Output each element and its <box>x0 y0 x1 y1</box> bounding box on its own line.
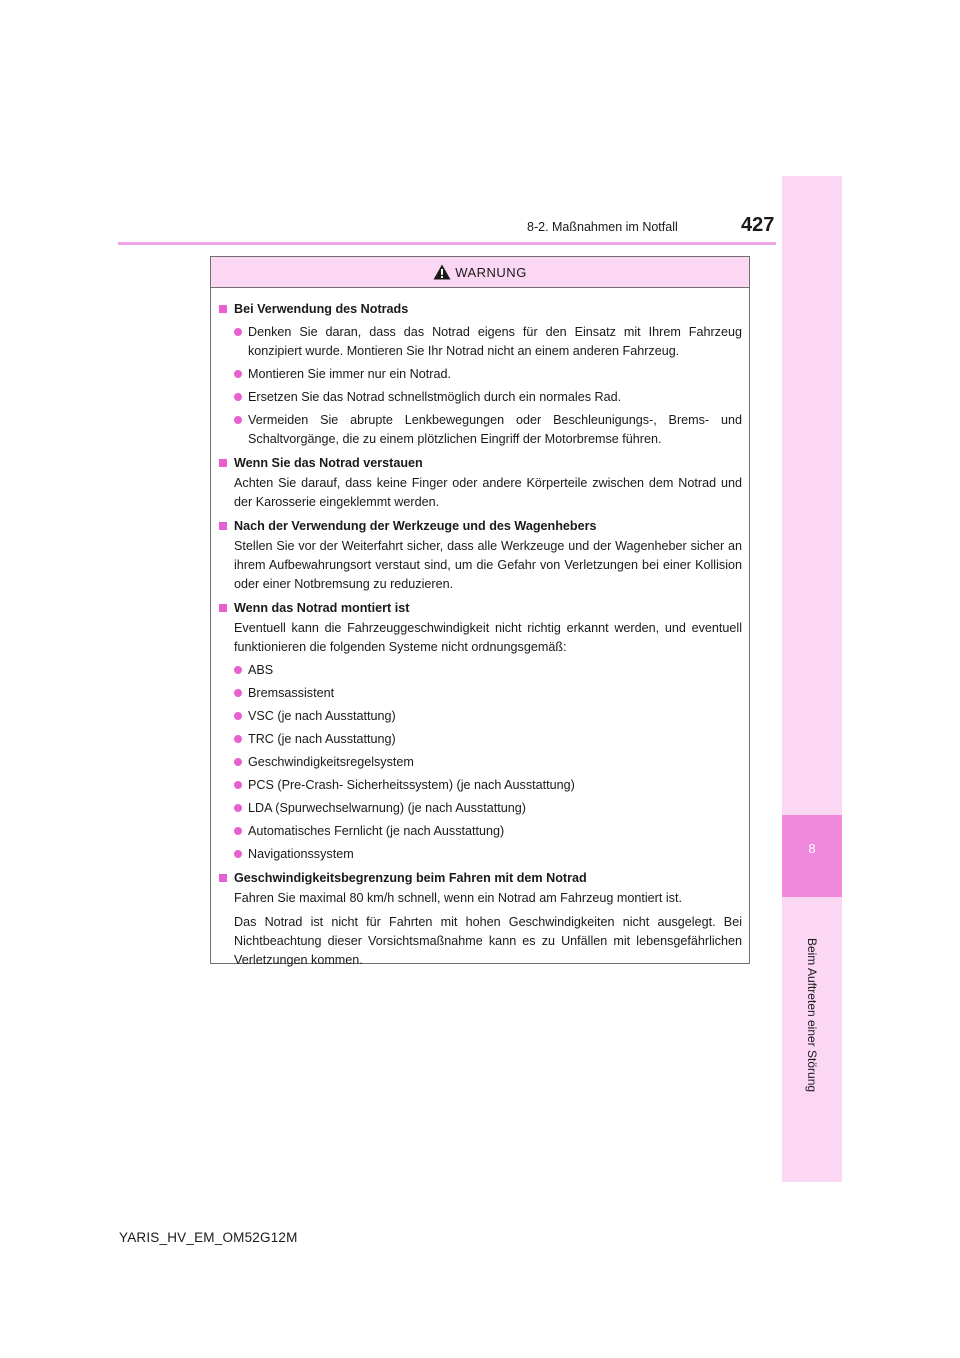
warning-body <box>211 288 749 970</box>
header-divider <box>118 242 776 245</box>
list-item: Bremsassistent <box>217 684 742 703</box>
list-item: LDA (Spurwechselwarnung) (je nach Ausstattung) <box>217 799 742 818</box>
list-item: Navigationssystem <box>217 845 742 864</box>
circle-bullet-icon <box>234 804 242 812</box>
warning-header <box>211 257 749 288</box>
list-item: Vermeiden Sie abrupte Lenkbewegungen oder Beschleunigungs-, Brems- und Schaltvorgänge, die zu einem plötzlichen Eingriff der Motorbremse führen. <box>217 411 742 449</box>
square-bullet-icon <box>219 305 227 313</box>
square-bullet-icon <box>219 522 227 530</box>
circle-bullet-icon <box>234 689 242 697</box>
section-heading: Wenn Sie das Notrad verstauen <box>217 454 742 473</box>
list-item: Geschwindigkeitsregelsystem <box>217 753 742 772</box>
circle-bullet-icon <box>234 735 242 743</box>
circle-bullet-icon <box>234 712 242 720</box>
chapter-number-block[interactable] <box>782 815 842 897</box>
list-item: TRC (je nach Ausstattung) <box>217 730 742 749</box>
circle-bullet-icon <box>234 758 242 766</box>
circle-bullet-icon <box>234 416 242 424</box>
square-bullet-icon <box>219 459 227 467</box>
square-bullet-icon <box>219 874 227 882</box>
chapter-number: 8 <box>808 841 816 856</box>
warning-title: WARNUNG <box>455 265 527 280</box>
circle-bullet-icon <box>234 850 242 858</box>
section-text: Stellen Sie vor der Weiterfahrt sicher, dass alle Werkzeuge und der Wagenheber sicher an ihrem Aufbewahrungsort verstaut sind, um die Gefahr von Verletzungen bei einer Kollision oder einer Notbremsung zu reduzieren. <box>234 539 742 591</box>
list-item: Ersetzen Sie das Notrad schnellstmöglich durch ein normales Rad. <box>217 388 742 407</box>
section-text: Achten Sie darauf, dass keine Finger oder andere Körperteile zwischen dem Notrad und der Karosserie eingeklemmt werden. <box>234 476 742 509</box>
circle-bullet-icon <box>234 666 242 674</box>
section-text: Das Notrad ist nicht für Fahrten mit hohen Geschwindigkeiten nicht ausgelegt. Bei Nichtbeachtung dieser Vorsichtsmaßnahme kann es zu Unfällen mit lebensgefährlichen Verletzungen kommen. <box>234 915 742 967</box>
list-item: ABS <box>217 661 742 680</box>
circle-bullet-icon <box>234 393 242 401</box>
section-text: Fahren Sie maximal 80 km/h schnell, wenn ein Notrad am Fahrzeug montiert ist. <box>234 891 682 905</box>
circle-bullet-icon <box>234 827 242 835</box>
circle-bullet-icon <box>234 370 242 378</box>
list-item: PCS (Pre-Crash- Sicherheitssystem) (je nach Ausstattung) <box>217 776 742 795</box>
section-heading: Nach der Verwendung der Werkzeuge und des Wagenhebers <box>217 517 742 536</box>
square-bullet-icon <box>219 604 227 612</box>
section-heading: Wenn das Notrad montiert ist <box>217 599 742 618</box>
section-text: Eventuell kann die Fahrzeuggeschwindigkeit nicht richtig erkannt werden, und eventuell funktionieren die folgenden Systeme nicht ordnungsgemäß: <box>234 621 742 654</box>
warning-box <box>210 256 750 967</box>
page-number: 427 <box>741 214 775 236</box>
circle-bullet-icon <box>234 781 242 789</box>
document-code: YARIS_HV_EM_OM52G12M <box>119 1230 298 1245</box>
list-item: Denken Sie daran, dass das Notrad eigens für den Einsatz mit Ihrem Fahrzeug konzipiert wurde. Montieren Sie Ihr Notrad nicht an einem anderen Fahrzeug. <box>217 323 742 361</box>
list-item: Automatisches Fernlicht (je nach Ausstattung) <box>217 822 742 841</box>
circle-bullet-icon <box>234 328 242 336</box>
warning-triangle-icon <box>433 264 451 280</box>
section-heading: Bei Verwendung des Notrads <box>217 300 742 319</box>
section-heading: Geschwindigkeitsbegrenzung beim Fahren mit dem Notrad <box>217 869 742 888</box>
list-item: Montieren Sie immer nur ein Notrad. <box>217 365 742 384</box>
list-item: VSC (je nach Ausstattung) <box>217 707 742 726</box>
chapter-label: Beim Auftreten einer Störung <box>805 937 819 1093</box>
section-title: 8-2. Maßnahmen im Notfall <box>527 220 678 234</box>
